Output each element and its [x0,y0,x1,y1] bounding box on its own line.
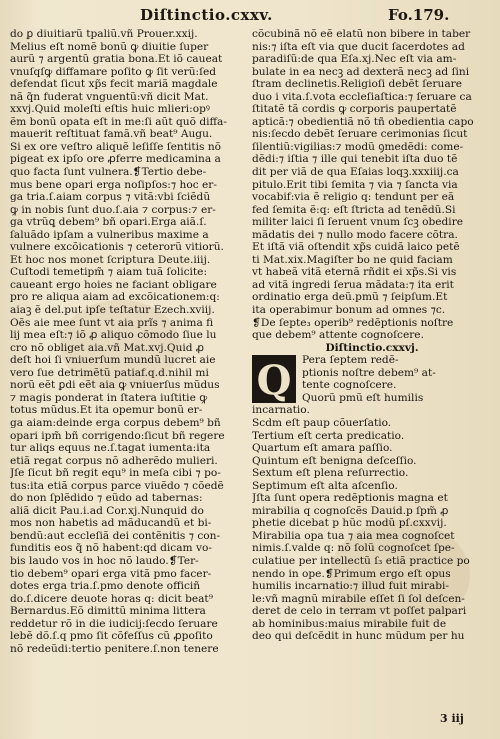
text-line: Cuſtodi temetipm̃ ⁊ aiam tuã ſolicite: [10,266,208,279]
text-line: vero ſue detrimẽtũ patiaf.q.d.nihil mi [10,366,209,379]
text-line: mãdatis dei ⁊ nullo modo facere cõtra. [252,228,458,241]
text-line: cro nõ obliget aia.vñ Mat.xvj.Quid ꝓ [10,341,205,354]
text-line: ❡De ſepte₃ operib⁹ redẽptionis noſtre [252,316,454,329]
text-line: bulate in ea necꝫ ad dexterã necꝫ ad ſini [252,65,470,78]
text-line: ga vtrũꝗ debem⁹ bñ opari.Erga aiã.ſ. [10,216,207,229]
text-line: fed ſemita ẽ:q: eſt ſtricta ad tenẽdũ.Si [252,203,456,216]
text-line: ita operabimur bonum ad omnes ⁊c. [252,304,446,317]
text-line: ad vitã ingredi ſerua mãdata:⁊ ita erit [252,278,454,291]
text-line: dotes erga tria.ſ.pmo denote officiñ [10,580,201,593]
text-line: nendo in ope.❡Primum ergo eſt opus [252,567,451,580]
right-text-column [252,28,492,643]
text-line: do ꝑ diuitiarũ tpaliũ.vñ Prouer.xxij. [10,28,198,40]
text-line: Melius eſt nomẽ bonũ ꝙ diuitie ſuper [10,40,209,53]
text-line: dit per viã de qua Eſaias loqꝫ.xxxiiij.ca [252,166,459,179]
text-line: ab hominibus:maius mirabile fuit de [252,617,447,630]
text-line: deret de celo in terram vt poſſet palpari [252,605,467,618]
text-line: mirabilia q cognoſcẽs Dauid.p ſpm̃ ꝓ [252,504,449,517]
text-line: Tertium eſt certa predicatio. [252,429,405,442]
text-line: ga tria.ſ.aiam corpus ⁊ vitã:vbi ſciẽdũ [10,191,211,204]
text-line: mauerit reſtituat famã.vñ beat⁹ Augu. [10,128,213,141]
text-line: bis laudo vos in hoc nõ laudo.❡Ter- [10,554,199,567]
text-line: reddetur rõ in die iudicij:ſecdo ſeruare [10,617,218,630]
text-line: Scdm eſt paup cõuerſatio. [252,416,392,429]
text-line: paradiſũ:de qua Eſa.xj.Nec eſt via am- [252,53,457,66]
text-line: vulnere excõicationis ⁊ ceterorũ vitiorũ. [10,241,224,254]
text-line: Sextum eſt plena reſurrectio. [252,467,409,480]
text-line: ẽm bonũ opata eſt in me:ſi aũt quõ diffa- [10,115,227,128]
text-line: culatiue per intellectũ ſ₃ etiã practice po [252,554,470,567]
text-line: nã q̃n fuderat vnguentũ:vñ dicit Mat. [10,90,209,103]
text-line: Quintum eſt benigna deſceſſio. [252,454,417,467]
text-line: Et iſtã viã oſtendit xp̃s cuidã laico petẽ [252,241,460,254]
text-line: funditis eos q̃ nõ habent:qd dicam vo- [10,542,212,555]
text-line: Pera ſeptem redẽ- [302,354,399,367]
text-line: nis:ſecdo debẽt ſeruare cerimonias ſicut [252,128,468,141]
left-text-column [10,28,242,655]
text-line: mus bene opari erga noſipſos:⁊ hoc er- [10,178,217,191]
text-line: aiaꝫ ẽ del.put ipſe teſtatur Ezech.xviij. [10,304,215,317]
text-line: nimis.ſ.valde q: nõ ſolũ cognoſcet ſpe- [252,542,455,555]
text-line: tio debem⁹ opari erga vitã pmo facer- [10,567,212,580]
text-line: cõcubinã nõ eẽ elatũ non bibere in taber [252,28,471,40]
text-line: Bernardus.Eõ dimittũ minima littera [10,605,206,618]
text-line: phetie dicebat p hũc modũ pſ.cxxvij. [252,517,447,530]
text-line: ptionis noſtre debem⁹ at- [302,366,436,379]
text-line: ordinatio erga deũ.pmũ ⁊ ſeipſum.Et [252,291,448,304]
text-line: aurũ ⁊ argentũ gratia bona.Et iõ caueat [10,53,223,66]
section-heading: Diſtinctio.cxxvj. [325,341,419,354]
text-line: defendat ſicut xp̃s fecit mariã magdale [10,78,218,91]
signature-mark: 3 iij [440,712,464,725]
text-line: incarnatio. [252,404,310,417]
text-line: ſilentiũ:vigilias:⁊ modũ ꝯmedẽdi: come- [252,140,464,153]
text-line: opari ipm̃ bñ corrigendo:ſicut bñ regere [10,429,225,442]
text-line: Si ex ore veſtro aliquẽ leſiſſe ſentitis nõ [10,140,222,153]
text-line: tente cognoſcere. [302,379,397,392]
text-line: pitulo.Erit tibi ſemita ⁊ via ⁊ ſancta via [252,178,458,191]
text-line: Et hoc nos monet ſcriptura Deute.iiij. [10,253,211,266]
text-line: Oẽs aie mee ſunt vt aia prĩs ⁊ anima fi [10,316,214,329]
text-line: etiã regat corpus nõ adherẽdo mulieri. [10,454,218,467]
text-line: que debem⁹ attente cognoſcere. [252,329,424,342]
text-line: Mirabilia opa tua ⁊ aia mea cognoſcet [252,529,455,542]
text-line: militer laici ſi ſeruent vnum ſcꝫ obedire [252,216,464,229]
initial-paragraph [252,354,492,404]
text-line: norũ eẽt ꝑdi eẽt aia ꝙ vniuerſus mũdus [10,379,220,392]
text-line: nõ redeũdi:tertio penitere.ſ.non tenere [10,642,219,655]
text-line: do non ſplẽdido ⁊ eũdo ad tabernas: [10,492,203,505]
text-line: dẽdi:⁊ iſtia ⁊ ille qui tenebit iſta duo tẽ [252,153,458,166]
text-line: Quorũ pmũ eſt humilis [302,391,424,404]
text-line: do.ſ.dicere deuote horas q: dicit beat⁹ [10,592,213,605]
text-line: le:vñ magnũ mirabile eſſet ſi ſol deſcen- [252,592,465,605]
text-line: ſaluãdo ipſam a vulneribus maxime a [10,228,209,241]
text-line: caueant ergo hoies ne faciant obligare [10,278,217,291]
text-line: pro re aliqua aiam ad excõicationem:q: [10,291,220,304]
text-line: quo facta ſunt vulnera.❡Tertio debe- [10,166,207,179]
text-line: lij mea eſt:⁊ iõ ꝓ aliquo cõmodo ſiue lu [10,329,217,342]
right-text-block-continued [252,404,492,642]
text-line: aliã dicit Pau.i.ad Cor.xj.Nunquid do [10,504,204,517]
text-line: tur aliqs equus ne.ſ.tagat iumenta:ita [10,442,211,455]
running-head: Diſtinctio.cxxv. [140,6,273,24]
text-line: ſtram declinetis.Religioſi debẽt ſeruare [252,78,462,91]
text-line: ꝙ in nobis ſunt duo.ſ.aia ⁊ corpus:⁊ er- [10,203,216,216]
text-line: duo i vita.ſ.vota eccleſiaſtica:⁊ ſeruare ca [252,90,472,103]
text-line: ⁊ magis ponderat in ſtatera iuſtitie ꝙ [10,391,208,404]
text-line: Quartum eſt amara paſſio. [252,442,393,455]
text-line: ti Mat.xix.Magiſter bo ne quid faciam [252,253,453,266]
right-text-block [252,28,492,342]
decorated-initial: Q [252,355,296,403]
text-line: deſt hoi ſi vniuerſum mundũ lucret aie [10,354,216,367]
text-line: Septimum eſt alta aſcenſio. [252,479,398,492]
text-line: ga aiam:deinde erga corpus debem⁹ bñ [10,416,221,429]
text-line: totus mũdus.Et ita opemur bonũ er- [10,404,203,417]
text-line: ſtitatẽ tã cordis ꝙ corporis paupertatẽ [252,103,457,116]
text-line: Jſta ſunt opera redẽptionis magna et [252,492,448,505]
text-line: humilis incarnatio:⁊ illud fuit mirabi- [252,580,450,593]
text-line: deo qui deſcẽdit in hunc mũdum per hu [252,630,465,643]
text-line: vt habeã vitã eternã rñdit ei xp̃s.Si vis [252,266,457,279]
text-line: lebẽ dõ.ſ.q pmo ſit cõfeſſus cũ ꝓpoſito [10,630,213,643]
text-line: bendũ:aut eccleſiã dei contẽnitis ⁊ con- [10,529,221,542]
folio-number: Fo.179. [388,6,450,24]
text-line: Jſe ſicut bñ regit equ⁹ in meſa cibi ⁊ po- [10,467,221,480]
text-line: mos non habetis ad mãducandũ et bi- [10,517,212,530]
text-line: nis:⁊ iſta eſt via que ducit ſacerdotes ad [252,40,465,53]
text-line: pigeat ex ipſo ore ꝓferre medicamina a [10,153,221,166]
text-line: apticã:⁊ obedientiã nõ tñ obedientia capo [252,115,474,128]
text-line: vnuſqſꝙ diffamare poſito ꝙ ſit verũ:ſed [10,65,217,78]
text-line: xxvj.Quid moleſti eſtis huic mlieri:opꝰ [10,103,210,116]
text-line: vocabif:via ẽ religio q: tendunt per eã [252,191,455,204]
text-line: tus:ita etiã corpus parce viuẽdo ⁊ cõedẽ [10,479,224,492]
